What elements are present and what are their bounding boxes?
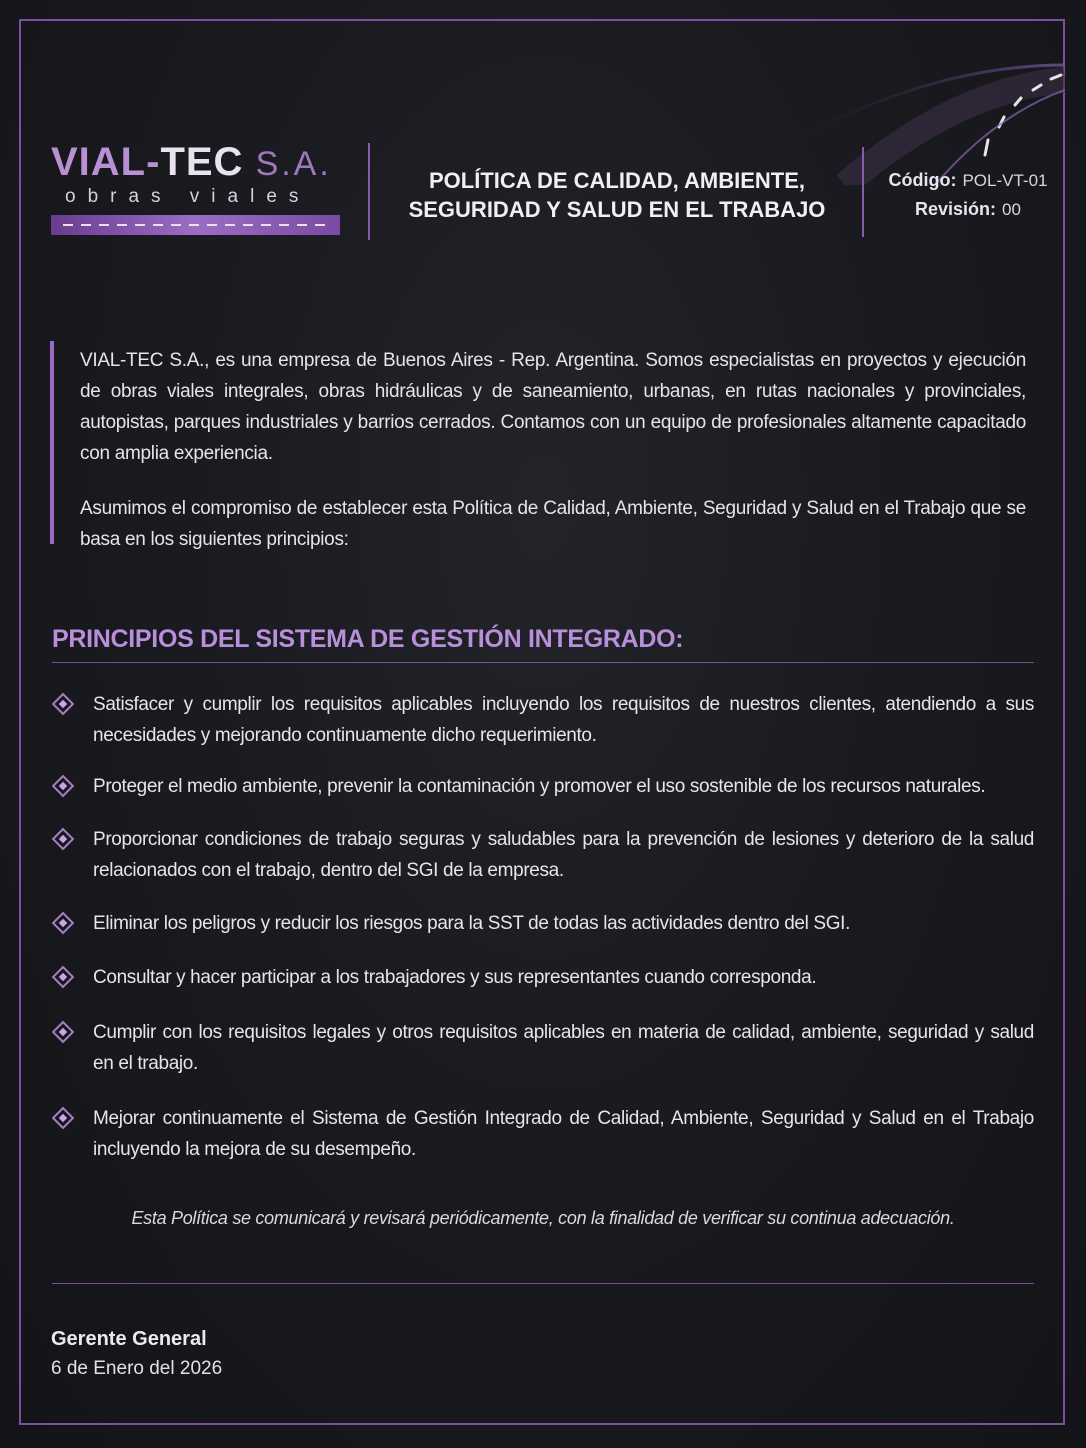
logo-sa: S.A. [255, 145, 332, 183]
road-curve-icon [785, 45, 1065, 185]
signer-title: Gerente General [51, 1328, 207, 1350]
diamond-bullet-icon [52, 828, 75, 851]
revision-row [878, 199, 1058, 228]
intro-accent-bar [50, 341, 54, 544]
document-title-line2: SEGURIDAD Y SALUD EN EL TRABAJO [408, 197, 826, 222]
logo-tec: TEC [160, 140, 244, 184]
document-title [380, 166, 854, 224]
closing-statement: Esta Política se comunicará y revisará periódicamente, con la finalidad de verificar su continua adecuación. [131, 1208, 955, 1228]
principle-item [52, 1103, 1034, 1165]
header-divider-left [368, 143, 370, 240]
footer-divider [52, 1283, 1034, 1284]
principles-divider [52, 662, 1034, 663]
diamond-bullet-icon [52, 693, 75, 716]
principle-text: Mejorar continuamente el Sistema de Gestión Integrado de Calidad, Ambiente, Seguridad y Salud en el Trabajo incluyendo la mejora de su desempeño. [93, 1108, 1034, 1160]
principle-item [52, 689, 1034, 751]
diamond-bullet-icon [52, 1107, 75, 1130]
signature-date: 6 de Enero del 2026 [51, 1358, 223, 1379]
intro-text [80, 345, 1026, 579]
revision-value: 00 [1002, 200, 1021, 219]
revision-label: Revisión: [915, 199, 997, 219]
logo-vial: VIAL- [51, 140, 161, 184]
principle-text: Consultar y hacer participar a los trabajadores y sus representantes cuando corresponda. [93, 967, 817, 988]
principle-item [52, 908, 1034, 939]
code-value: POL-VT-01 [962, 171, 1048, 190]
principle-text: Proteger el medio ambiente, prevenir la contaminación y promover el uso sostenible de los recursos naturales. [93, 776, 986, 797]
company-logo [51, 140, 341, 236]
diamond-bullet-icon [52, 966, 75, 989]
principle-item [52, 824, 1034, 886]
code-row [878, 170, 1058, 199]
document-title-line1: POLÍTICA DE CALIDAD, AMBIENTE, [428, 168, 806, 193]
code-label: Código: [888, 170, 957, 190]
document-meta [878, 170, 1058, 228]
principle-item [52, 771, 1034, 802]
principles-title: PRINCIPIOS DEL SISTEMA DE GESTIÓN INTEGRADO: [52, 625, 684, 653]
principle-item [52, 1017, 1034, 1079]
logo-road-bar [51, 215, 340, 235]
principle-item [52, 962, 1034, 993]
logo-tagline: obras viales [65, 186, 311, 207]
diamond-bullet-icon [52, 775, 75, 798]
principles-list [52, 689, 1034, 1165]
principle-text: Satisfacer y cumplir los requisitos aplicables incluyendo los requisitos de nuestros clientes, atendiendo a sus necesidades y mejorando continuamente dicho requerimiento. [93, 694, 1034, 746]
logo-wordmark [51, 140, 332, 185]
principle-text: Cumplir con los requisitos legales y otros requisitos aplicables en materia de calidad, ambiente, seguridad y salud en el trabajo. [93, 1022, 1034, 1074]
diamond-bullet-icon [52, 912, 75, 935]
principle-text: Eliminar los peligros y reducir los riesgos para la SST de todas las actividades dentro del SGI. [93, 913, 851, 934]
diamond-bullet-icon [52, 1021, 75, 1044]
principle-text: Proporcionar condiciones de trabajo seguras y saludables para la prevención de lesiones y deterioro de la salud relacionados con el trabajo, dentro del SGI de la empresa. [93, 829, 1034, 881]
intro-paragraph-1: VIAL-TEC S.A., es una empresa de Buenos Aires - Rep. Argentina. Somos especialistas en proyectos y ejecución de obras viales integrales, obras hidráulicas y de saneamiento, urbanas, en rutas nacionales y provinciales, autopistas, parques industriales y barrios cerrados. Contamos con un equipo de profesionales altamente capacitado con amplia experiencia. [80, 350, 1026, 464]
intro-paragraph-2: Asumimos el compromiso de establecer esta Política de Calidad, Ambiente, Seguridad y Salud en el Trabajo que se basa en los siguientes principios: [80, 498, 1026, 550]
header-divider-right [862, 147, 864, 237]
